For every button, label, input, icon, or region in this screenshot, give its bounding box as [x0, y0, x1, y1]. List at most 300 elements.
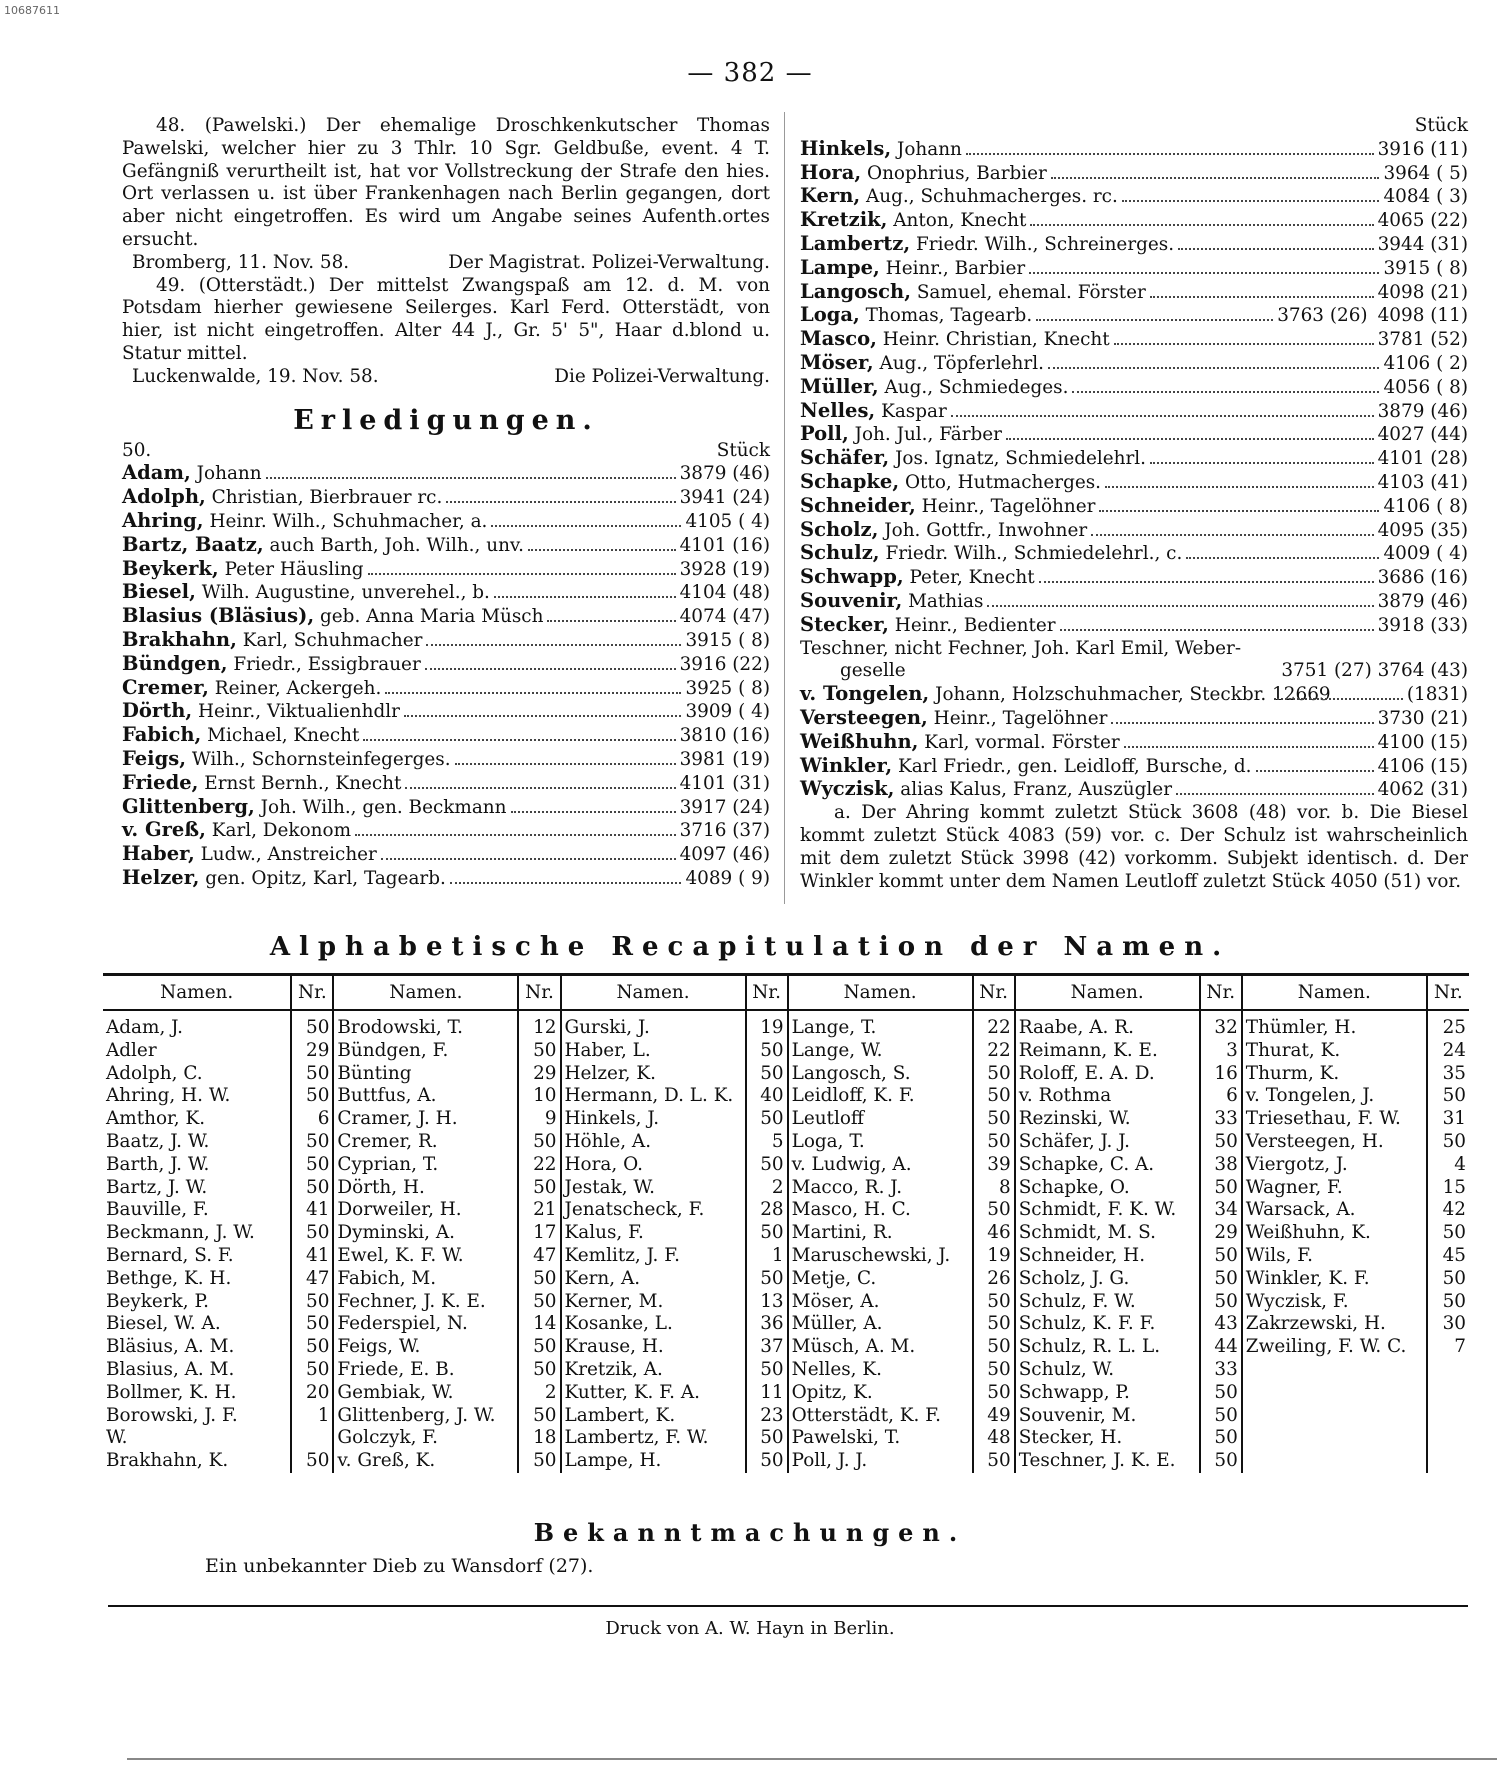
recap-name: Langosch, S.	[788, 1063, 973, 1086]
entry-surname: Helzer,	[122, 865, 200, 889]
list-entry	[122, 772, 770, 796]
entry-name	[800, 328, 1110, 352]
entry-name	[122, 724, 359, 748]
entry-details: Aug., Schuhmacherges. rc.	[860, 186, 1118, 208]
entry-surname: Möser,	[800, 350, 874, 374]
table-row	[103, 1199, 1469, 1222]
recap-nr: 31	[1442, 1108, 1466, 1130]
list-entry	[800, 707, 1468, 731]
dot-leader	[494, 596, 676, 598]
recap-name: Schwapp, P.	[1015, 1382, 1200, 1405]
recap-name: Kosanke, L.	[561, 1313, 746, 1336]
page-edge-line	[127, 1758, 1497, 1760]
entry-name	[800, 566, 1035, 590]
recap-name: Warsack, A.	[1242, 1199, 1427, 1222]
entry-value: 4074 (47)	[679, 606, 770, 628]
dot-leader	[266, 477, 676, 479]
dot-leader	[1091, 534, 1373, 536]
footer-rule	[108, 1605, 1468, 1607]
entry-name	[122, 605, 543, 629]
recap-name: Otterstädt, K. F.	[788, 1405, 973, 1428]
recap-nr: 33	[1200, 1359, 1242, 1382]
entry-details: Peter Häusling	[218, 558, 364, 580]
list-entry	[122, 510, 770, 534]
recap-name: Bündgen, F.	[333, 1040, 518, 1063]
recap-nr: 50	[1200, 1177, 1242, 1200]
recap-name: Beckmann, J. W.	[103, 1222, 291, 1245]
table-header-row	[103, 975, 1469, 1011]
list-entry	[800, 281, 1468, 305]
dot-leader	[966, 153, 1374, 155]
entry-name	[800, 376, 1068, 400]
recap-name: Schulz, F. W.	[1015, 1291, 1200, 1314]
entry-name	[800, 423, 1002, 447]
recap-nr: 50	[518, 1405, 560, 1428]
recap-nr: 50	[518, 1450, 560, 1473]
list-entry	[800, 185, 1468, 209]
recap-nr: 50	[1442, 1130, 1466, 1152]
recap-name: Bethge, K. H.	[103, 1268, 291, 1291]
entry-value: 4098 (21)	[1377, 281, 1468, 303]
entry-surname: Schwapp,	[800, 565, 904, 589]
recap-name: Raabe, A. R.	[1015, 1010, 1200, 1040]
entry-details: Wilh. Augustine, unverehel., b.	[195, 582, 490, 604]
recap-name	[1242, 1382, 1427, 1405]
entry-surname: Blasius (Bläsius),	[122, 604, 315, 628]
recap-name: Baatz, J. W.	[103, 1131, 291, 1154]
recap-nr: 18	[518, 1427, 560, 1450]
entry-details: Heinr., Bedienter	[888, 614, 1056, 636]
erledigungen-list	[122, 462, 770, 890]
recap-nr	[1427, 1382, 1469, 1405]
recap-name: Höhle, A.	[561, 1131, 746, 1154]
recap-nr: 49	[973, 1405, 1015, 1428]
recap-name: Bauville, F.	[103, 1199, 291, 1222]
list-entry	[800, 542, 1468, 566]
entry-value: 3981 (19)	[679, 748, 770, 770]
entry-surname: Souvenir,	[800, 588, 903, 612]
recap-name	[1242, 1359, 1427, 1382]
entry-surname: Hora,	[800, 160, 862, 184]
recap-name: Wils, F.	[1242, 1245, 1427, 1268]
recap-name: Schapke, O.	[1015, 1177, 1200, 1200]
entry-surname: Nelles,	[800, 398, 876, 422]
list-entry	[800, 519, 1468, 543]
entry-name	[800, 447, 1146, 471]
entry-details: alias Kalus, Franz, Auszügler	[894, 779, 1172, 801]
notice-48-signature: Der Magistrat. Polizei-Verwaltung.	[448, 251, 770, 273]
recap-nr: 50	[746, 1154, 788, 1177]
dot-leader	[1105, 486, 1374, 488]
recap-nr: 5	[746, 1131, 788, 1154]
recap-nr: 17	[518, 1222, 560, 1245]
recap-nr: 34	[1200, 1199, 1242, 1222]
entry-surname: Feigs,	[122, 746, 186, 770]
entry-name	[122, 819, 351, 843]
entry-surname: Biesel,	[122, 580, 196, 604]
dot-leader	[405, 787, 675, 789]
recap-name: Bollmer, K. H.	[103, 1382, 291, 1405]
notice-49: 49. (Otterstädt.) Der mittelst Zwangspaß am 12. d. M. von Potsdam hierher gewiesene Seilerges. Karl Ferd. Otterstädt, von hier, ist nicht eingetroffen. Alter 44 J., Gr. 5' 5", Haar d.blond u. Statur mittel.	[122, 274, 770, 364]
recap-nr: 32	[1200, 1010, 1242, 1040]
entry-name	[122, 748, 451, 772]
column-header-nr: Nr.	[1427, 975, 1469, 1011]
entry-name	[800, 185, 1118, 209]
entry-surname: Dörth,	[122, 699, 193, 723]
recap-name: Souvenir, M.	[1015, 1405, 1200, 1428]
dot-leader	[1111, 722, 1373, 724]
entry-surname: v. Greß,	[122, 818, 206, 842]
recap-nr: 50	[518, 1040, 560, 1063]
recap-nr: 12	[518, 1010, 560, 1040]
recap-nr: 50	[746, 1268, 788, 1291]
entry-name	[800, 471, 1101, 495]
list-entry	[122, 843, 770, 867]
entry-name	[122, 796, 507, 820]
entry-value: 3925 ( 8)	[685, 677, 770, 699]
entry-name	[800, 590, 983, 614]
recap-name: Hermann, D. L. K.	[561, 1085, 746, 1108]
entry-value: 4106 ( 2)	[1383, 352, 1468, 374]
entry-value: 3918 (33)	[1377, 614, 1468, 636]
entry-details: Christian, Bierbrauer rc.	[205, 487, 443, 509]
recap-nr: 50	[1200, 1268, 1242, 1291]
recap-name: Kemlitz, J. F.	[561, 1245, 746, 1268]
entry-details: Friedr. Wilh., Schreinerges.	[910, 233, 1175, 255]
recap-name: Bernard, S. F.	[103, 1245, 291, 1268]
recap-name: Fabich, M.	[333, 1268, 518, 1291]
recap-nr: 50	[1442, 1085, 1466, 1107]
recap-nr: 28	[746, 1199, 788, 1222]
recap-nr: 50	[746, 1359, 788, 1382]
entry-name	[122, 772, 401, 796]
recap-nr: 50	[746, 1427, 788, 1450]
recap-name: Viergotz, J.	[1242, 1154, 1427, 1177]
entry-details: Michael, Knecht	[201, 725, 360, 747]
recap-nr	[1427, 1359, 1469, 1382]
dot-leader	[1030, 224, 1373, 226]
recap-nr: 22	[973, 1040, 1015, 1063]
recap-name: Thurm, K.	[1242, 1063, 1427, 1086]
erledigungen-list-end	[800, 683, 1468, 802]
entry-surname: Kern,	[800, 184, 861, 208]
recap-nr: 45	[1442, 1244, 1466, 1266]
recap-name: Opitz, K.	[788, 1382, 973, 1405]
scan-id: 10687611	[4, 4, 60, 17]
table-row	[103, 1108, 1469, 1131]
recap-name: Schmidt, M. S.	[1015, 1222, 1200, 1245]
entry-value: 3686 (16)	[1377, 567, 1468, 589]
recap-nr: 50	[291, 1085, 333, 1108]
recap-name: Leutloff	[788, 1108, 973, 1131]
recap-name: Loga, T.	[788, 1131, 973, 1154]
list-entry	[800, 590, 1468, 614]
recap-nr: 50	[973, 1450, 1015, 1473]
recap-nr: 11	[746, 1382, 788, 1405]
recap-name: Bartz, J. W.	[103, 1177, 291, 1200]
entry-surname: Ahring,	[122, 508, 204, 532]
recap-name: Glittenberg, J. W.	[333, 1405, 518, 1428]
recap-nr: 50	[1200, 1405, 1242, 1428]
list-entry	[122, 534, 770, 558]
recap-name: Adam, J.	[103, 1010, 291, 1040]
notice-49-signature-line	[122, 366, 770, 389]
list-entry	[800, 400, 1468, 424]
recap-nr: 50	[746, 1063, 788, 1086]
recap-nr: 22	[518, 1154, 560, 1177]
recap-name: W.	[103, 1427, 291, 1450]
entry-name	[800, 707, 1107, 731]
entry-details: Joh. Wilh., gen. Beckmann	[254, 796, 507, 818]
entry-surname: Haber,	[122, 842, 195, 866]
recap-name: v. Tongelen, J.	[1242, 1085, 1427, 1108]
recap-nr: 41	[291, 1199, 333, 1222]
column-header-name: Namen.	[788, 975, 973, 1011]
table-row	[103, 1177, 1469, 1200]
entry-details: Onophrius, Barbier	[861, 162, 1047, 184]
entry-details: Friedr., Essigbrauer	[227, 653, 421, 675]
recap-nr: 25	[1442, 1017, 1466, 1038]
recap-name: Hinkels, J.	[561, 1108, 746, 1131]
entry-value: 3915 ( 8)	[685, 629, 770, 651]
recap-name	[1242, 1450, 1427, 1473]
entry-details: Thomas, Tagearb.	[859, 305, 1033, 327]
recap-name: Krause, H.	[561, 1336, 746, 1359]
entry-value: 4065 (22)	[1377, 210, 1468, 232]
entry-name	[122, 653, 421, 677]
list-entry	[800, 447, 1468, 471]
entry-value: 4101 (31)	[679, 772, 770, 794]
entry-name	[800, 542, 1182, 566]
entry-value: 4009 ( 4)	[1383, 543, 1468, 565]
entry-name	[800, 138, 962, 162]
recap-nr: 39	[973, 1154, 1015, 1177]
list-entry	[800, 423, 1468, 447]
dot-leader	[1178, 248, 1374, 250]
recap-nr: 50	[746, 1222, 788, 1245]
entry-surname: Schulz,	[800, 541, 880, 565]
table-row	[103, 1359, 1469, 1382]
entry-name	[800, 400, 947, 424]
table-row	[103, 1040, 1469, 1063]
recap-name: Brodowski, T.	[333, 1010, 518, 1040]
list-entry	[122, 748, 770, 772]
recap-name: Dörth, H.	[333, 1177, 518, 1200]
recap-nr: 22	[973, 1010, 1015, 1040]
recap-nr: 50	[518, 1291, 560, 1314]
table-row	[103, 1450, 1469, 1473]
entry-details: Jos. Ignatz, Schmiedelehrl.	[889, 448, 1146, 470]
entry-value: 4101 (16)	[679, 534, 770, 556]
recap-nr: 50	[973, 1063, 1015, 1086]
recap-name: Schmidt, F. K. W.	[1015, 1199, 1200, 1222]
recap-name: Schneider, H.	[1015, 1245, 1200, 1268]
recap-nr: 47	[291, 1268, 333, 1291]
entry-surname: Brakhahn,	[122, 627, 237, 651]
entry-name	[800, 778, 1172, 802]
list-entry	[800, 257, 1468, 281]
recap-name: Dyminski, A.	[333, 1222, 518, 1245]
recap-name: Roloff, E. A. D.	[1015, 1063, 1200, 1086]
recap-nr: 15	[1442, 1176, 1466, 1198]
entry-value: 3944 (31)	[1377, 233, 1468, 255]
recap-nr: 50	[746, 1040, 788, 1063]
list-entry	[122, 462, 770, 486]
recap-nr: 50	[973, 1085, 1015, 1108]
list-entry	[800, 778, 1468, 802]
recap-name: Kretzik, A.	[561, 1359, 746, 1382]
entry-surname: Loga,	[800, 303, 860, 327]
entry-name	[800, 233, 1174, 257]
dot-leader	[511, 811, 676, 813]
dot-leader	[1060, 629, 1374, 631]
entry-value: 3781 (52)	[1377, 329, 1468, 351]
notice-48: 48. (Pawelski.) Der ehemalige Droschkenkutscher Thomas Pawelski, welcher hier zu 3 Thlr. 10 Sgr. Geldbuße, event. 4 T. Gefängniß verurtheilt ist, hat vor Vollstreckung der Strafe den hies. Ort verlassen u. ist über Frankenhagen nach Berlin gegangen, dort aber nicht eingetroffen. Es wird um Angabe seines Aufenth.ortes ersucht.	[122, 115, 770, 250]
recap-name: Lambertz, F. W.	[561, 1427, 746, 1450]
list-entry	[122, 486, 770, 510]
recap-nr: 50	[1200, 1291, 1242, 1314]
dot-leader	[426, 644, 681, 646]
list-entry	[800, 755, 1468, 779]
column-header-nr: Nr.	[291, 975, 333, 1011]
entry-surname: Poll,	[800, 422, 849, 446]
recap-nr: 50	[291, 1177, 333, 1200]
list-entry	[800, 566, 1468, 590]
recap-nr: 50	[1442, 1290, 1466, 1312]
column-header-nr: Nr.	[746, 975, 788, 1011]
recap-name: Poll, J. J.	[788, 1450, 973, 1473]
recap-name: Versteegen, H.	[1242, 1131, 1427, 1154]
recap-name	[1242, 1405, 1427, 1428]
entry-name	[122, 534, 524, 558]
column-header-name: Namen.	[103, 975, 291, 1011]
dot-leader	[1150, 462, 1374, 464]
entry-value: 4027 (44)	[1377, 424, 1468, 446]
recap-nr: 8	[973, 1177, 1015, 1200]
recap-name: Winkler, K. F.	[1242, 1268, 1427, 1291]
recap-name: v. Ludwig, A.	[788, 1154, 973, 1177]
entry-value: 3964 ( 5)	[1383, 162, 1468, 184]
entry-surname: Adam,	[122, 461, 191, 485]
recap-name: Feigs, W.	[333, 1336, 518, 1359]
table-row	[103, 1427, 1469, 1450]
entry-value: 4105 ( 4)	[685, 510, 770, 532]
recap-nr: 38	[1200, 1154, 1242, 1177]
list-entry	[800, 233, 1468, 257]
list-entry	[122, 867, 770, 891]
list-entry	[800, 138, 1468, 162]
recap-nr: 4	[1454, 1153, 1466, 1175]
notice-48-place-date: Bromberg, 11. Nov. 58.	[132, 251, 350, 273]
recap-name: Biesel, W. A.	[103, 1313, 291, 1336]
table-row	[103, 1382, 1469, 1405]
entry-name	[122, 700, 400, 724]
table-row	[103, 1291, 1469, 1314]
table-row	[103, 1085, 1469, 1108]
recap-name: Lange, T.	[788, 1010, 973, 1040]
recap-name: Reimann, K. E.	[1015, 1040, 1200, 1063]
recap-nr: 50	[518, 1268, 560, 1291]
entry-name	[800, 352, 1044, 376]
recap-name: Gembiak, W.	[333, 1382, 518, 1405]
erledigungen-list-header	[122, 440, 770, 463]
recap-name: Adolph, C.	[103, 1063, 291, 1086]
recap-name: Fechner, J. K. E.	[333, 1291, 518, 1314]
recap-name: Wyczisk, F.	[1242, 1291, 1427, 1314]
list-entry	[800, 209, 1468, 233]
recap-nr: 50	[291, 1359, 333, 1382]
recap-name: Pawelski, T.	[788, 1427, 973, 1450]
recap-nr: 50	[1200, 1427, 1242, 1450]
recap-nr: 50	[746, 1450, 788, 1473]
recap-name: Beykerk, P.	[103, 1291, 291, 1314]
entry-details: Friedr. Wilh., Schmiedelehrl., c.	[879, 543, 1183, 565]
recap-name: Jenatscheck, F.	[561, 1199, 746, 1222]
recap-name: Zakrzewski, H.	[1242, 1313, 1427, 1336]
entry-text: geselle	[840, 660, 906, 682]
entry-details: Joh. Jul., Färber	[848, 424, 1002, 446]
entry-surname: v. Tongelen,	[800, 682, 930, 706]
recap-nr: 19	[746, 1010, 788, 1040]
recap-name: Schulz, R. L. L.	[1015, 1336, 1200, 1359]
recap-nr: 50	[1200, 1245, 1242, 1268]
dot-leader	[491, 525, 681, 527]
entry-details: Otto, Hutmacherges.	[899, 471, 1102, 493]
recap-nr: 37	[746, 1336, 788, 1359]
recap-nr	[291, 1427, 333, 1450]
recap-nr: 50	[518, 1177, 560, 1200]
recap-name: Kutter, K. F. A.	[561, 1382, 746, 1405]
entry-details: Joh. Gottfr., Inwohner	[878, 519, 1088, 541]
column-header-name: Namen.	[561, 975, 746, 1011]
recap-nr: 50	[973, 1131, 1015, 1154]
recap-name: Lambert, K.	[561, 1405, 746, 1428]
recap-nr: 50	[291, 1450, 333, 1473]
recap-nr: 50	[291, 1131, 333, 1154]
entry-surname: Hinkels,	[800, 136, 892, 160]
entry-details: Kaspar	[875, 400, 947, 422]
list-entry	[122, 724, 770, 748]
entry-details: gen. Opitz, Karl, Tagearb.	[199, 867, 446, 889]
entry-details: Karl, Dekonom	[205, 820, 352, 842]
entry-surname: Stecker,	[800, 612, 889, 636]
entry-value: 4103 (41)	[1377, 471, 1468, 493]
entry-name	[122, 486, 442, 510]
recap-name: Schulz, K. F. F.	[1015, 1313, 1200, 1336]
entry-surname: Scholz,	[800, 517, 879, 541]
entry-details: Ludw., Anstreicher	[194, 844, 377, 866]
recap-name: Müller, A.	[788, 1313, 973, 1336]
recap-name: Bläsius, A. M.	[103, 1336, 291, 1359]
table-row	[103, 1010, 1469, 1040]
entry-value: 4104 (48)	[679, 582, 770, 604]
entry-name	[800, 209, 1026, 233]
recap-name: Jestak, W.	[561, 1177, 746, 1200]
entry-value: 3810 (16)	[679, 725, 770, 747]
recap-nr: 50	[973, 1336, 1015, 1359]
recap-nr: 1	[291, 1405, 333, 1428]
entry-name	[800, 682, 1331, 707]
table-row	[103, 1313, 1469, 1336]
recap-name: Nelles, K.	[788, 1359, 973, 1382]
recap-name: Borowski, J. F.	[103, 1405, 291, 1428]
entry-name	[800, 281, 1146, 305]
column-divider	[784, 112, 785, 904]
recap-nr	[1427, 1450, 1469, 1473]
list-entry	[122, 677, 770, 701]
entry-details: Anton, Knecht	[887, 210, 1027, 232]
recap-name: Schulz, W.	[1015, 1359, 1200, 1382]
